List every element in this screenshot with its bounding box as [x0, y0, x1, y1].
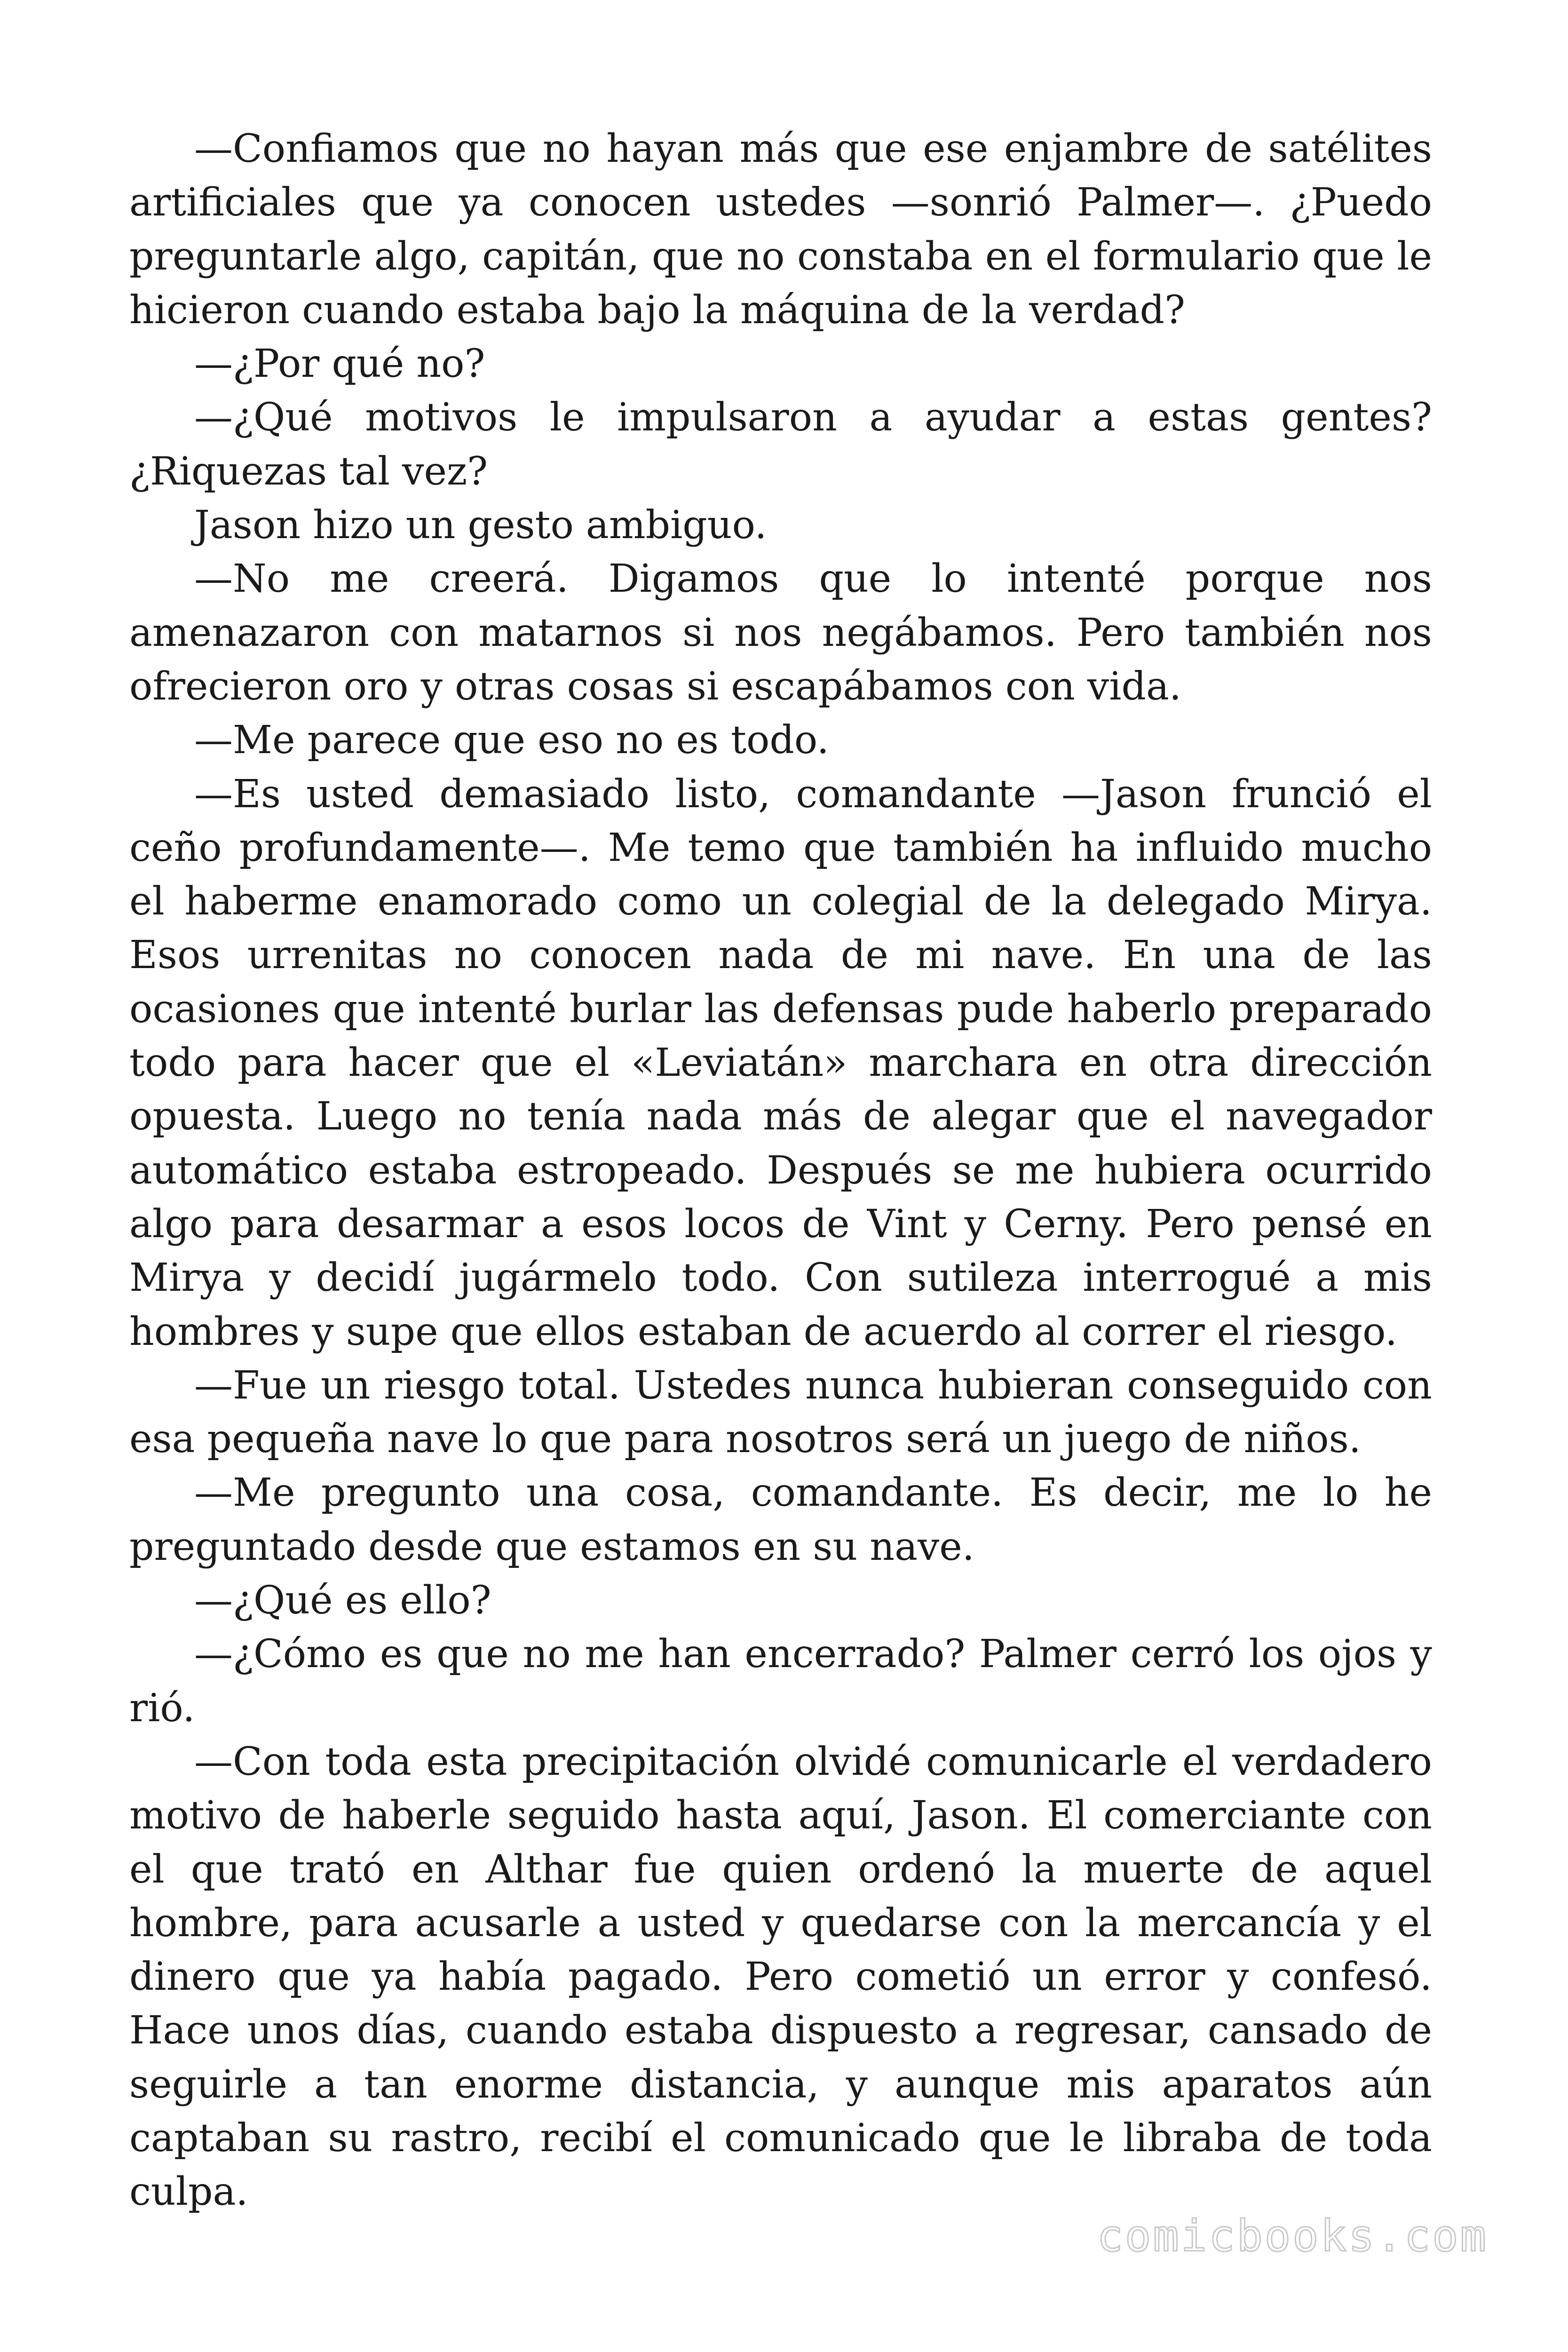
paragraph: —Fue un riesgo total. Ustedes nunca hubieran conseguido con esa pequeña nave lo que para nosotros será un juego de niños. [129, 1363, 1432, 1462]
watermark: comicbooks.com [1097, 2211, 1488, 2261]
paragraph: —Me pregunto una cosa, comandante. Es decir, me lo he preguntado desde que estamos en su nave. [129, 1470, 1432, 1569]
paragraph: —¿Qué motivos le impulsaron a ayudar a estas gentes? ¿Riquezas tal vez? [129, 395, 1432, 494]
paragraph: —¿Cómo es que no me han encerrado? Palmer cerró los ojos y rió. [129, 1632, 1432, 1731]
paragraph: —¿Qué es ello? [194, 1578, 491, 1623]
paragraph: —Confiamos que no hayan más que ese enjambre de satélites artificiales que ya conocen ustedes —sonrió Palmer—. ¿Puedo preguntarle algo, capitán, que no constaba en el formulario que le hicieron cuando estaba bajo la máquina de la verdad? [129, 127, 1432, 333]
page-body [129, 122, 1432, 2219]
paragraph: —Es usted demasiado listo, comandante —Jason frunció el ceño profundamente—. Me temo que también ha influido mucho el haberme enamorado como un colegial de la delegado Mirya. Esos urrenitas no conocen nada de mi nave. En una de las ocasiones que intenté burlar las defensas pude haberlo preparado todo para hacer que el «Leviatán» marchara en otra dirección opuesta. Luego no tenía nada más de alegar que el navegador automático estaba estropeado. Después se me hubiera ocurrido algo para desarmar a esos locos de Vint y Cerny. Pero pensé en Mirya y decidí jugármelo todo. Con sutileza interrogué a mis hombres y supe que ellos estaban de acuerdo al correr el riesgo. [129, 771, 1432, 1354]
paragraph: —¿Por qué no? [194, 342, 485, 387]
paragraph: —Me parece que eso no es todo. [194, 718, 829, 763]
paragraph: —No me creerá. Digamos que lo intenté porque nos amenazaron con matarnos si nos negábamos. Pero también nos ofrecieron oro y otras cosas si escapábamos con vida. [129, 556, 1432, 709]
paragraph: —Con toda esta precipitación olvidé comunicarle el verdadero motivo de haberle seguido hasta aquí, Jason. El comerciante con el que trató en Althar fue quien ordenó la muerte de aquel hombre, para acusarle a usted y quedarse con la mercancía y el dinero que ya había pagado. Pero cometió un error y confesó. Hace unos días, cuando estaba dispuesto a regresar, cansado de seguirle a tan enorme distancia, y aunque mis aparatos aún captaban su rastro, recibí el comunicado que le libraba de toda culpa. [129, 1739, 1432, 2215]
paragraph: Jason hizo un gesto ambiguo. [194, 503, 767, 548]
